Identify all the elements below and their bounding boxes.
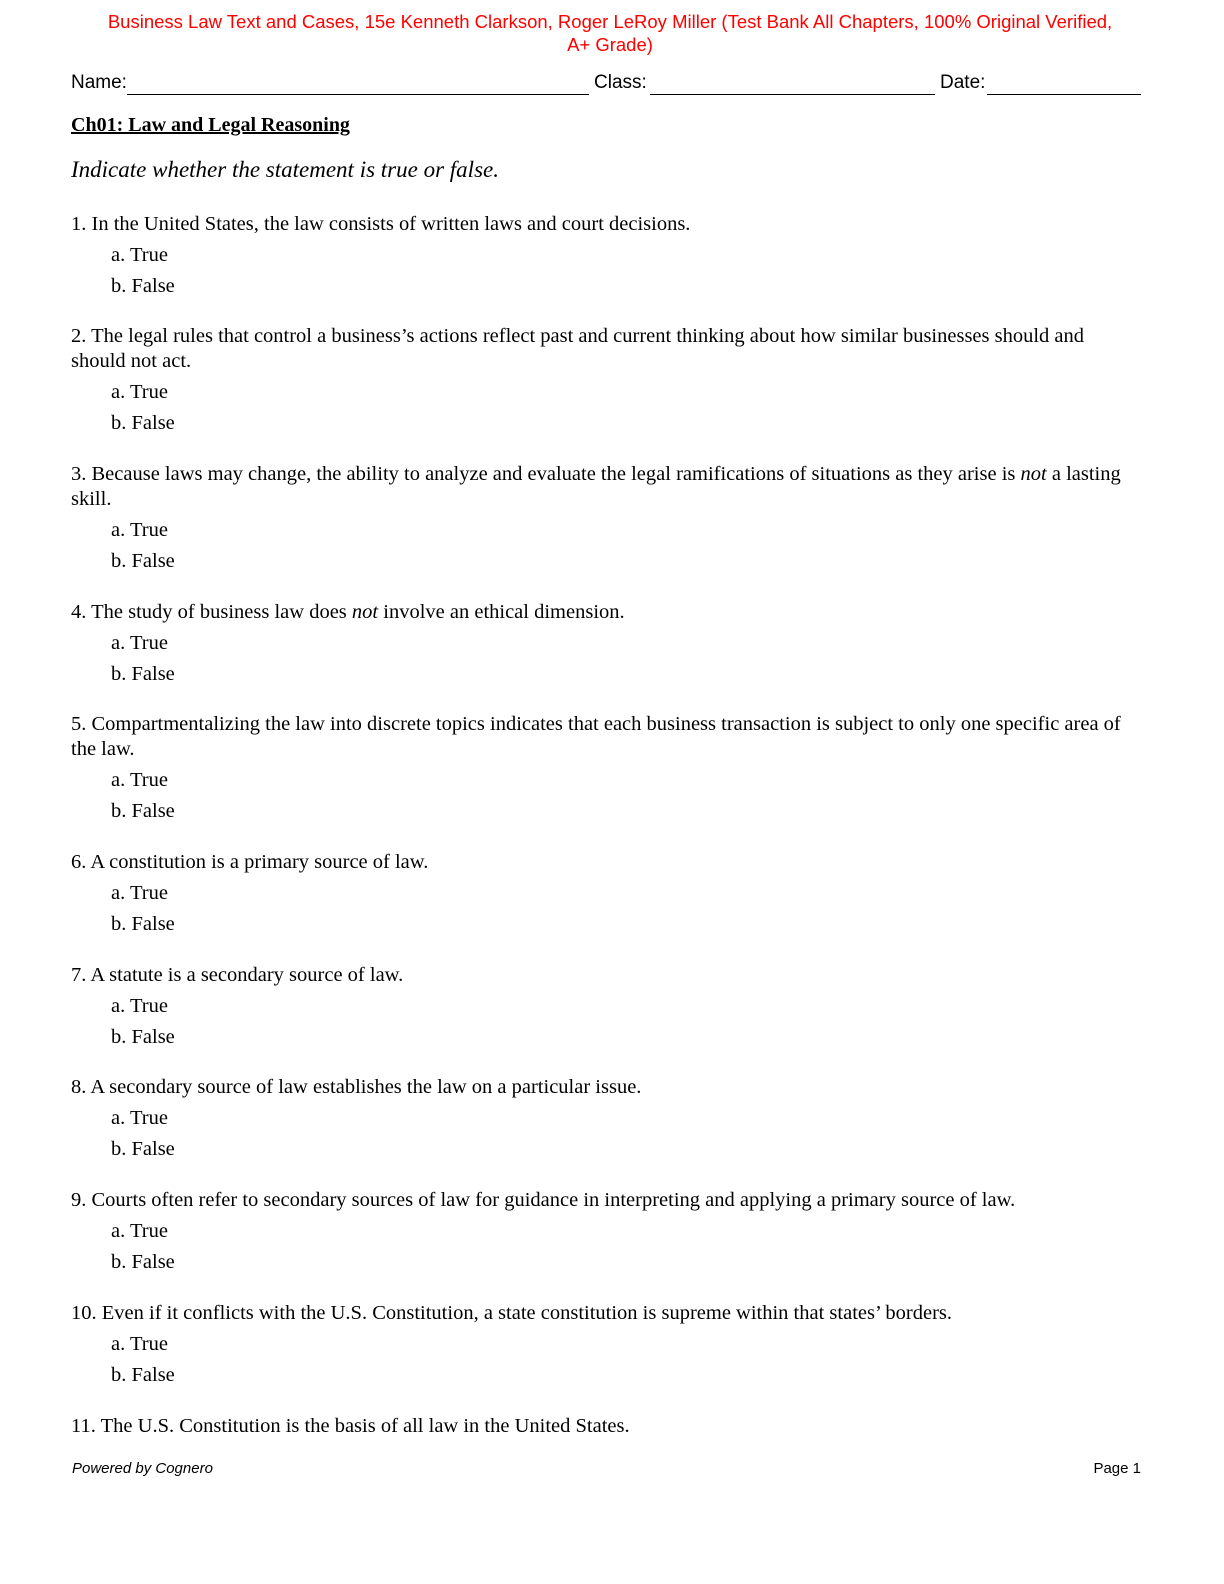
answer-options <box>71 377 1141 439</box>
option-true[interactable]: a. True <box>111 995 168 1017</box>
name-blank-line[interactable] <box>127 94 589 95</box>
answer-options <box>71 515 1141 577</box>
question-number: 9. <box>71 1189 87 1211</box>
question-number: 4. <box>71 601 87 623</box>
question-item <box>71 600 1141 690</box>
question-item <box>71 212 1141 302</box>
question-item <box>71 324 1141 439</box>
question-body-start: Because laws may change, the ability to analyze and evaluate the legal ramifications of situations as they arise is <box>91 463 1016 485</box>
answer-options <box>71 1216 1141 1278</box>
option-false[interactable]: b. False <box>111 1364 175 1386</box>
answer-options <box>71 991 1141 1053</box>
banner-line-2: A+ Grade) <box>567 34 653 55</box>
question-number: 10. <box>71 1302 97 1324</box>
option-false[interactable]: b. False <box>111 550 175 572</box>
question-text <box>71 1188 1141 1213</box>
student-info-header <box>71 71 1141 97</box>
question-number: 6. <box>71 851 87 873</box>
banner-title <box>60 10 1160 56</box>
powered-by-footer: Powered by Cognero <box>72 1460 213 1477</box>
option-false[interactable]: b. False <box>111 275 175 297</box>
question-text <box>71 600 1141 625</box>
answer-options <box>71 240 1141 302</box>
question-number: 7. <box>71 964 87 986</box>
question-number: 5. <box>71 713 87 735</box>
question-item <box>71 850 1141 940</box>
answer-options <box>71 765 1141 827</box>
option-true[interactable]: a. True <box>111 519 168 541</box>
question-body: A secondary source of law establishes the law on a particular issue. <box>90 1076 642 1098</box>
question-body: The U.S. Constitution is the basis of all law in the United States. <box>100 1415 630 1437</box>
banner-line-1: Business Law Text and Cases, 15e Kenneth Clarkson, Roger LeRoy Miller (Test Bank All Chapters, 100% Original Verified, <box>107 11 1113 32</box>
question-body: Even if it conflicts with the U.S. Constitution, a state constitution is supreme within that states’ borders. <box>101 1302 952 1324</box>
question-item <box>71 462 1141 577</box>
option-true[interactable]: a. True <box>111 882 168 904</box>
question-number: 8. <box>71 1076 87 1098</box>
question-body-start: The study of business law does <box>91 601 347 623</box>
question-body: Courts often refer to secondary sources of law for guidance in interpreting and applying a primary source of law. <box>91 1189 1016 1211</box>
question-body: A constitution is a primary source of law. <box>90 851 429 873</box>
section-instruction: Indicate whether the statement is true or false. <box>71 157 499 182</box>
option-false[interactable]: b. False <box>111 1138 175 1160</box>
answer-options <box>71 878 1141 940</box>
option-false[interactable]: b. False <box>111 1026 175 1048</box>
question-body: In the United States, the law consists of written laws and court decisions. <box>91 213 691 235</box>
question-item <box>71 712 1141 827</box>
option-false[interactable]: b. False <box>111 1251 175 1273</box>
question-number: 11. <box>71 1415 96 1437</box>
option-true[interactable]: a. True <box>111 769 168 791</box>
question-text <box>71 1075 1141 1100</box>
question-text <box>71 1414 1141 1439</box>
question-item <box>71 1075 1141 1165</box>
question-text <box>71 850 1141 875</box>
question-item <box>71 963 1141 1053</box>
emphasis-not: not <box>1020 463 1047 485</box>
answer-options <box>71 1329 1141 1391</box>
question-item <box>71 1301 1141 1391</box>
option-false[interactable]: b. False <box>111 800 175 822</box>
question-item <box>71 1414 1141 1439</box>
date-blank-line[interactable] <box>987 94 1141 95</box>
question-text <box>71 963 1141 988</box>
question-item <box>71 1188 1141 1278</box>
question-text <box>71 212 1141 237</box>
class-label: Class: <box>594 72 647 93</box>
option-true[interactable]: a. True <box>111 1107 168 1129</box>
question-text <box>71 462 1141 512</box>
answer-options <box>71 1103 1141 1165</box>
answer-options <box>71 628 1141 690</box>
option-true[interactable]: a. True <box>111 1220 168 1242</box>
class-blank-line[interactable] <box>650 94 935 95</box>
option-true[interactable]: a. True <box>111 244 168 266</box>
option-true[interactable]: a. True <box>111 381 168 403</box>
chapter-title: Ch01: Law and Legal Reasoning <box>71 114 350 136</box>
date-label: Date: <box>940 72 986 93</box>
option-true[interactable]: a. True <box>111 1333 168 1355</box>
question-number: 2. <box>71 325 87 347</box>
name-label: Name: <box>71 72 127 93</box>
question-text <box>71 1301 1141 1326</box>
option-false[interactable]: b. False <box>111 913 175 935</box>
question-number: 3. <box>71 463 87 485</box>
question-body: Compartmentalizing the law into discrete topics indicates that each business transaction is subject to only one specific area of the law. <box>71 713 1121 760</box>
question-body: A statute is a secondary source of law. <box>90 964 404 986</box>
page-number: Page 1 <box>1093 1460 1141 1477</box>
question-body-end: a lasting skill. <box>71 463 1121 510</box>
question-body-end: involve an ethical dimension. <box>383 601 625 623</box>
option-false[interactable]: b. False <box>111 412 175 434</box>
option-false[interactable]: b. False <box>111 663 175 685</box>
option-true[interactable]: a. True <box>111 632 168 654</box>
question-body: The legal rules that control a business’s actions reflect past and current thinking about how similar businesses should and should not act. <box>71 325 1085 372</box>
emphasis-not: not <box>351 601 379 623</box>
question-text <box>71 712 1141 762</box>
question-number: 1. <box>71 213 87 235</box>
question-text <box>71 324 1141 374</box>
